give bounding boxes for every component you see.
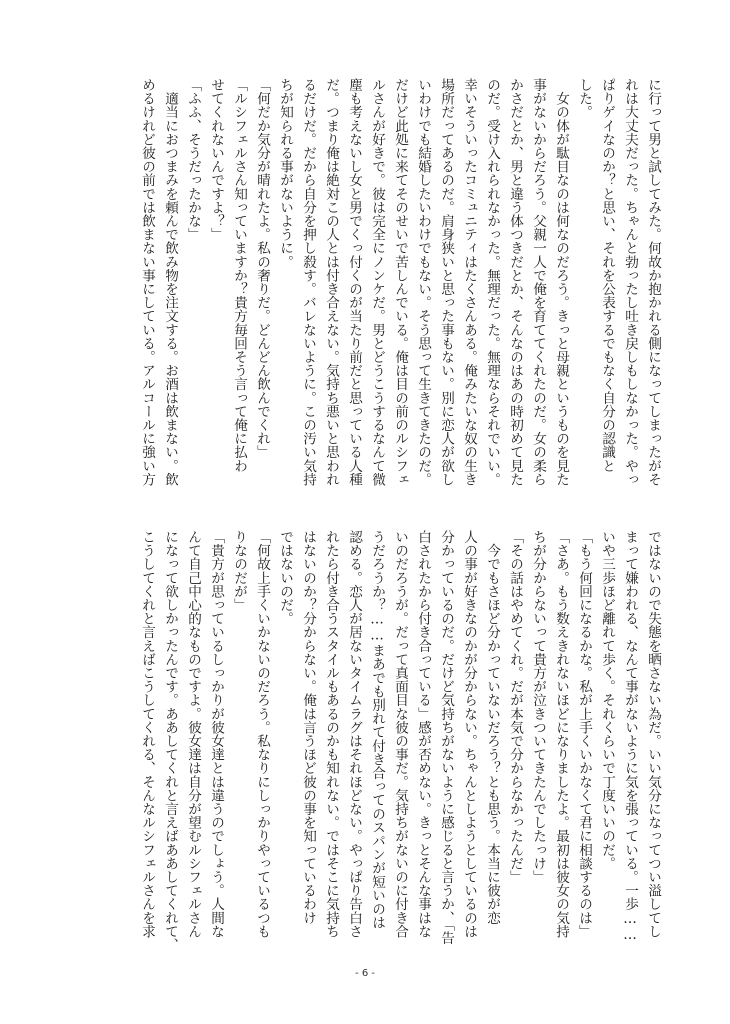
text-line: 人の事が好きなのかが分からない。ちゃんとしようとしているのは bbox=[461, 530, 477, 938]
text-line: ぱりゲイなのか？と思い、それを公表するでもなく自分の認識と bbox=[599, 78, 615, 473]
text-line: 女の体が駄目なのは何なのだろう。きっと母親というものを見た bbox=[553, 78, 569, 486]
text-line: 「何故上手くいかないのだろう。私なりにしっかりやっているつも bbox=[254, 530, 270, 938]
text-line: に行って男と試してみた。何故か抱かれる側になってしまったがそ bbox=[645, 78, 661, 486]
text-line: した。 bbox=[576, 78, 592, 119]
text-line: ちが分からないって貴方が泣きついてきたんでしたっけ」 bbox=[530, 530, 546, 884]
text-line: 幸いそういったコミュニティはたくさんある。俺みたいな奴の生き bbox=[461, 78, 477, 486]
text-line: まって嫌われる、なんて事がないように気を張っている。一歩…… bbox=[622, 530, 638, 943]
text-line: んて自己中心的なものですよ。彼女達は自分が望むルシフェルさん bbox=[185, 530, 201, 938]
text-line: 塵も考えないし女と男でくっ付くのが当たり前だと思っている人種 bbox=[346, 78, 362, 486]
text-line: うだろうか？……まあでも別れて付き合ってのスパンが短いのは bbox=[369, 530, 385, 930]
text-line: はないのか？分からない。俺は言うほど彼の事を知っているわけ bbox=[300, 530, 316, 925]
text-line: だ。つまり俺は絶対この人とは付き合えない。気持ち悪いと思われ bbox=[323, 78, 339, 486]
text-line: ちが知られる事がないように。 bbox=[277, 78, 293, 269]
text-line: 認める。恋人が居ないタイムラグはそれほどない。やっぱり告白さ bbox=[346, 530, 362, 938]
text-line: かさだとか、男と違う体つきだとか、そんなのはあの時初めて見た bbox=[507, 78, 523, 486]
text-line: 適当におつまみを頼んで飲み物を注文する。お酒は飲まない。飲 bbox=[162, 78, 178, 486]
text-line: ルさんが好きで。彼は完全にノンケだ。男とどうこうするなんて微 bbox=[369, 78, 385, 486]
text-line: 「ルシフェルさん知っていますか？貴方毎回そう言って俺に払わ bbox=[231, 78, 247, 473]
text-line: れたら付き合うスタイルもあるのかも知れない。ではそこに気持ち bbox=[323, 530, 339, 938]
top-text-column bbox=[104, 78, 664, 508]
text-line: れは大丈夫だった。ちゃんと勃ったし吐き戻しもしなかった。やっ bbox=[622, 78, 638, 486]
text-line: いのだろうが。だって真面目な彼の事だ。気持ちがないのに付き合 bbox=[392, 530, 408, 938]
bottom-text-column bbox=[104, 530, 664, 960]
text-line: 「ふふ、そうだったかな」 bbox=[185, 78, 201, 242]
text-line: 「何だか気分が晴れたよ。私の奢りだ。どんどん飲んでくれ」 bbox=[254, 78, 270, 459]
page-number: - 6 - bbox=[355, 968, 375, 979]
text-line: 白されたから付き合っている」感が否めない。きっとそんな事はな bbox=[415, 530, 431, 938]
text-line: ではないので失態を晒さない為だ。いい気分になってつい溢してし bbox=[645, 530, 661, 938]
text-line: るだけだ。だから自分を押し殺す。バレないように。この汚い気持 bbox=[300, 78, 316, 486]
text-line: 事がないからだろう。父親一人で俺を育ててくれたのだ。女の柔ら bbox=[530, 78, 546, 486]
text-line: いや三歩ほど離れて歩く。それくらいで丁度いいのだ。 bbox=[599, 530, 615, 870]
text-line: のだ。受け入れられなかった。無理だった。無理ならそれでいい。 bbox=[484, 78, 500, 486]
text-line: 「貴方が思っているしっかりが彼女達とは違うのでしょう。人間な bbox=[208, 530, 224, 938]
text-line: ではないのだ。 bbox=[277, 530, 293, 626]
text-line: 「さあ。もう数えきれないほどになりましたよ。最初は彼女の気持 bbox=[553, 530, 569, 938]
text-line: 「その話はやめてくれ。だが本気で分からなかったんだ」 bbox=[507, 530, 523, 884]
text-line: 分かっているのだ。だけど気持ちがないように感じると言うか、「告 bbox=[438, 530, 454, 945]
text-line: だけど此処に来てそのせいで苦しんでいる。俺は目の前のルシフェ bbox=[392, 78, 408, 486]
text-line: りなのだが」 bbox=[231, 530, 247, 612]
text-line: 今でもさほど分かっていないだろう？とも思う。本当に彼が恋 bbox=[484, 530, 500, 925]
text-line: いわけでも結婚したいわけでもない。そう思って生きてきたのだ。 bbox=[415, 78, 431, 486]
text-line: 「もう何回になるかな。私が上手くいかなくて君に相談するのは」 bbox=[576, 530, 592, 938]
text-line: になって欲しかったんです。ああしてくれと言えばああしてくれて、 bbox=[162, 530, 178, 952]
text-line: めるけれど彼の前では飲まない事にしている。アルコールに強い方 bbox=[139, 78, 155, 486]
text-line: こうしてくれと言えばこうしてくれる、そんなルシフェルさんを求 bbox=[139, 530, 155, 938]
text-line: 場所だってあるのだ。肩身狭いと思った事もない。別に恋人が欲し bbox=[438, 78, 454, 486]
text-line: せてくれないんですよ？」 bbox=[208, 78, 224, 242]
